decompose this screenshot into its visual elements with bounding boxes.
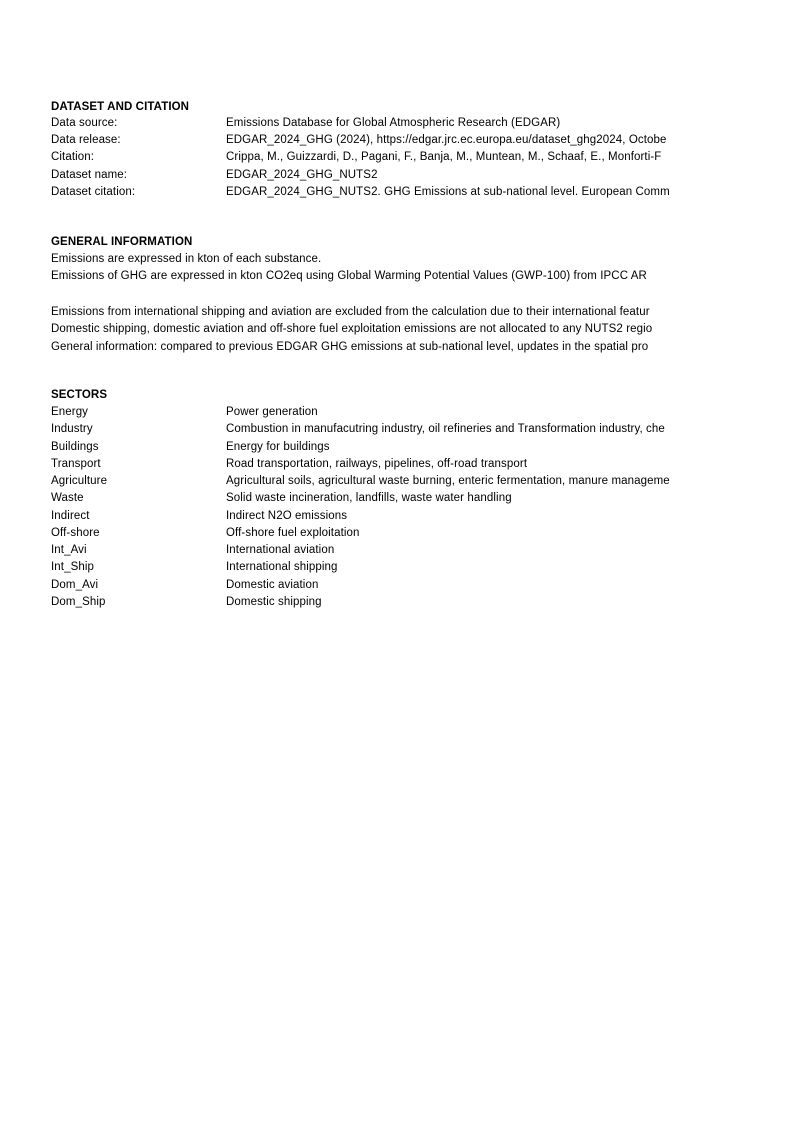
sector-description-industry: Combustion in manufacutring industry, oil refineries and Transformation industry, che [226,423,665,435]
sector-label-off-shore: Off-shore [51,527,100,539]
sector-description-int-avi: International aviation [226,544,335,556]
sector-label-dom-ship: Dom_Ship [51,596,106,608]
sector-description-agriculture: Agricultural soils, agricultural waste burning, enteric fermentation, manure manageme [226,475,670,487]
row-value-data-source: Emissions Database for Global Atmospheric Research (EDGAR) [226,117,561,129]
row-label-dataset-citation: Dataset citation: [51,186,136,198]
general-info-paragraph-5: General information: compared to previous EDGAR GHG emissions at sub-national level, updates in the spatial pro [51,341,649,353]
row-value-data-release: EDGAR_2024_GHG (2024), https://edgar.jrc.ec.europa.eu/dataset_ghg2024, Octobe [226,134,667,146]
sector-label-indirect: Indirect [51,510,90,522]
row-label-dataset-name: Dataset name: [51,169,128,181]
sector-label-agriculture: Agriculture [51,475,108,487]
sector-label-buildings: Buildings [51,441,99,453]
general-info-paragraph-3: Emissions from international shipping and aviation are excluded from the calculation due to their international featur [51,306,650,318]
row-label-citation: Citation: [51,151,95,163]
sector-description-transport: Road transportation, railways, pipelines, off-road transport [226,458,528,470]
general-info-paragraph-2: Emissions of GHG are expressed in kton CO2eq using Global Warming Potential Values (GWP-100) from IPCC AR [51,270,647,282]
sector-label-int-avi: Int_Avi [51,544,87,556]
sector-label-waste: Waste [51,492,84,504]
sector-description-buildings: Energy for buildings [226,441,330,453]
sector-description-dom-avi: Domestic aviation [226,579,319,591]
sector-description-int-ship: International shipping [226,561,338,573]
row-value-citation: Crippa, M., Guizzardi, D., Pagani, F., Banja, M., Muntean, M., Schaaf, E., Monforti-F [226,151,662,163]
general-info-paragraph-4: Domestic shipping, domestic aviation and off-shore fuel exploitation emissions are not allocated to any NUTS2 regio [51,323,653,335]
sector-description-energy: Power generation [226,406,318,418]
sector-description-indirect: Indirect N2O emissions [226,510,348,522]
row-label-data-release: Data release: [51,134,121,146]
sector-label-industry: Industry [51,423,93,435]
row-value-dataset-name: EDGAR_2024_GHG_NUTS2 [226,169,378,181]
sector-description-dom-ship: Domestic shipping [226,596,322,608]
sector-label-int-ship: Int_Ship [51,561,94,573]
sector-description-waste: Solid waste incineration, landfills, waste water handling [226,492,512,504]
row-value-dataset-citation: EDGAR_2024_GHG_NUTS2. GHG Emissions at sub-national level. European Comm [226,186,670,198]
sector-label-dom-avi: Dom_Avi [51,579,99,591]
sector-description-off-shore: Off-shore fuel exploitation [226,527,360,539]
sector-label-energy: Energy [51,406,89,418]
section-heading-general-information: GENERAL INFORMATION [51,236,193,248]
general-info-paragraph-1: Emissions are expressed in kton of each substance. [51,253,322,265]
section-heading-sectors: SECTORS [51,389,108,401]
section-heading-dataset-and-citation: DATASET AND CITATION [51,101,190,113]
row-label-data-source: Data source: [51,117,118,129]
sector-label-transport: Transport [51,458,101,470]
